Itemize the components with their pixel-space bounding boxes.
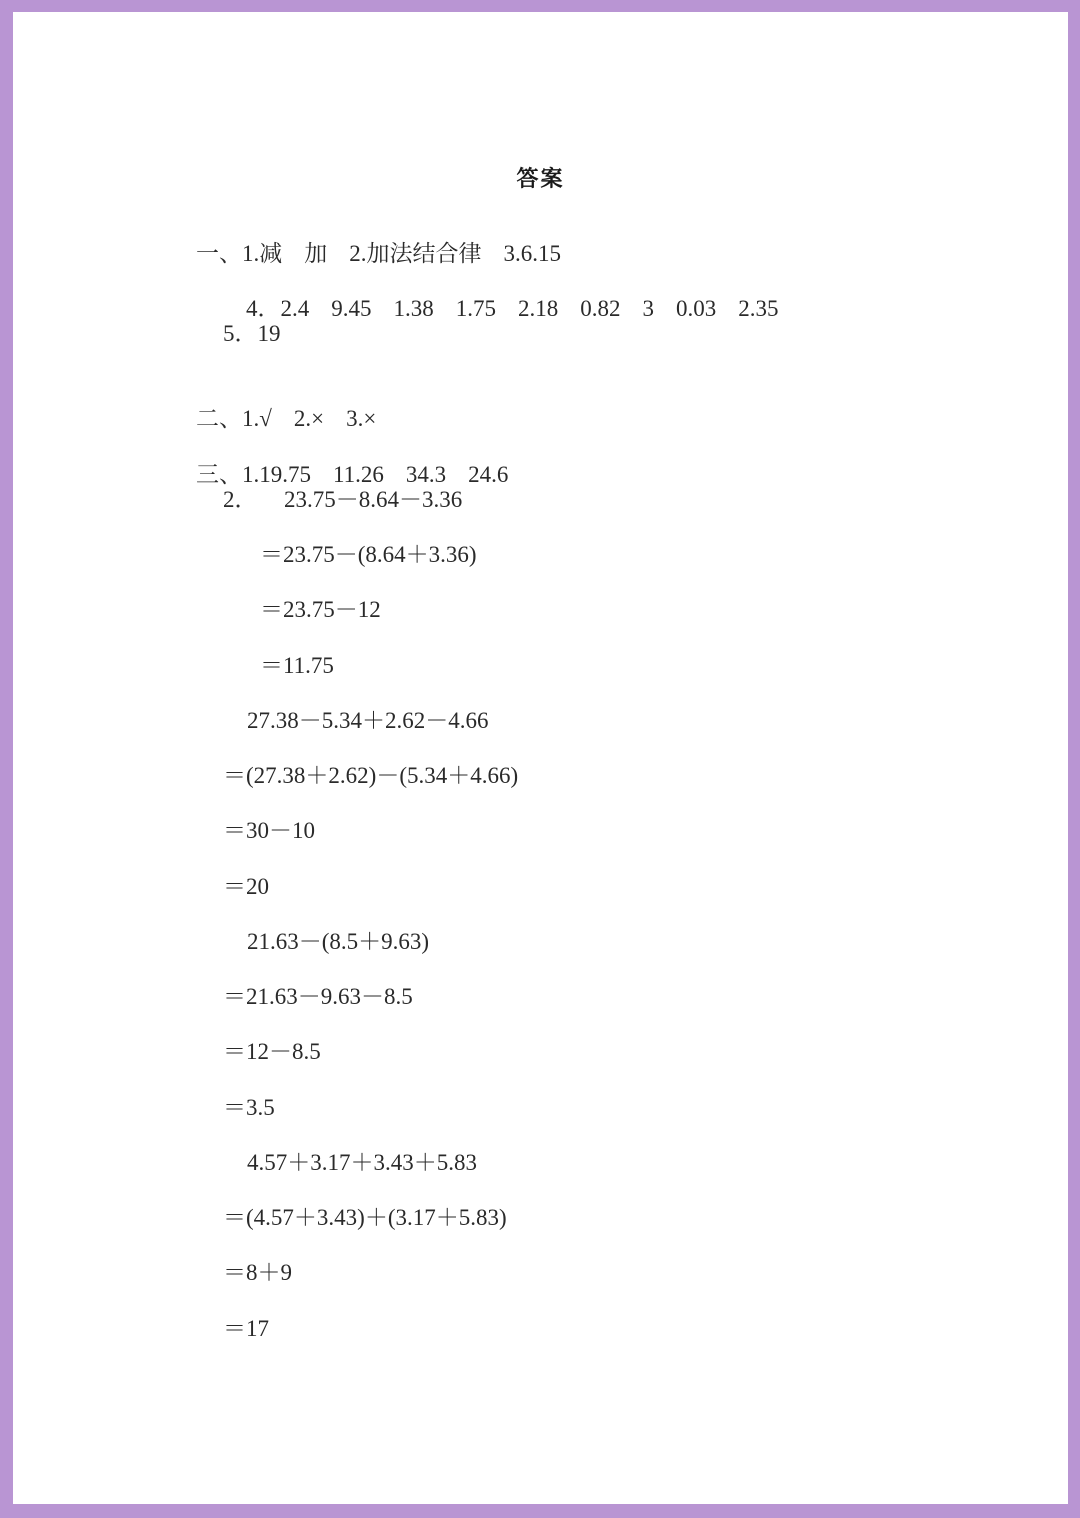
section3-marker: 三、 [196,462,242,487]
answer-item: 2.18 [518,296,559,321]
answer-item: 1.75 [455,296,496,321]
calc-step: ＝(27.38＋2.62)－(5.34＋4.66) [223,763,519,788]
calc-step: ＝3.5 [223,1095,275,1120]
calc-step: ＝12－8.5 [223,1039,321,1064]
answer-item: 11.26 [333,462,384,487]
calc-step: 23.75－8.64－3.36 [284,487,463,512]
answer-item: 2.加法结合律 [349,241,482,266]
answer-item: 34.3 [405,462,447,487]
section1-marker: 一、 [196,241,242,266]
calc-step: ＝11.75 [260,653,334,678]
section1-q5-line: 5．19 [223,321,281,346]
calc-step: ＝(4.57＋3.43)＋(3.17＋5.83) [223,1205,507,1230]
answer-item: 1.减 [242,241,283,266]
answer-item: 3.× [346,406,377,431]
calc-step: ＝20 [223,874,269,899]
answer-item: 3 [642,296,654,321]
calc-step: ＝8＋9 [223,1260,292,1285]
calc-step: ＝17 [223,1316,269,1341]
calc-step: ＝23.75－(8.64＋3.36) [260,542,477,567]
calc-step: ＝23.75－12 [260,597,381,622]
section3-q2-label: 2． [223,487,258,512]
answer-item: 1.19.75 [242,462,311,487]
answer-item: 1.38 [393,296,434,321]
answer-item: 0.82 [580,296,621,321]
calc-step: 4.57＋3.17＋3.43＋5.83 [247,1150,477,1175]
section2-marker: 二、 [196,406,242,431]
answer-item: 2.35 [738,296,779,321]
section1-q4-line [223,264,779,354]
answer-item: 9.45 [331,296,372,321]
answer-item: 2.× [293,406,325,431]
calc-step: 27.38－5.34＋2.62－4.66 [247,708,489,733]
answer-item: 0.03 [676,296,717,321]
answer-item: 加 [304,241,328,266]
answer-page [13,12,1068,1504]
answer-item: 4．2.4 [246,296,310,321]
calc-step: 21.63－(8.5＋9.63) [247,929,430,954]
calc-step: ＝30－10 [223,818,315,843]
page-title: 答案 [516,166,565,191]
answer-item: 1.√ [242,406,272,431]
answer-item: 3.6.15 [503,241,561,266]
calc-step: ＝21.63－9.63－8.5 [223,984,413,1009]
answer-item: 24.6 [468,462,509,487]
